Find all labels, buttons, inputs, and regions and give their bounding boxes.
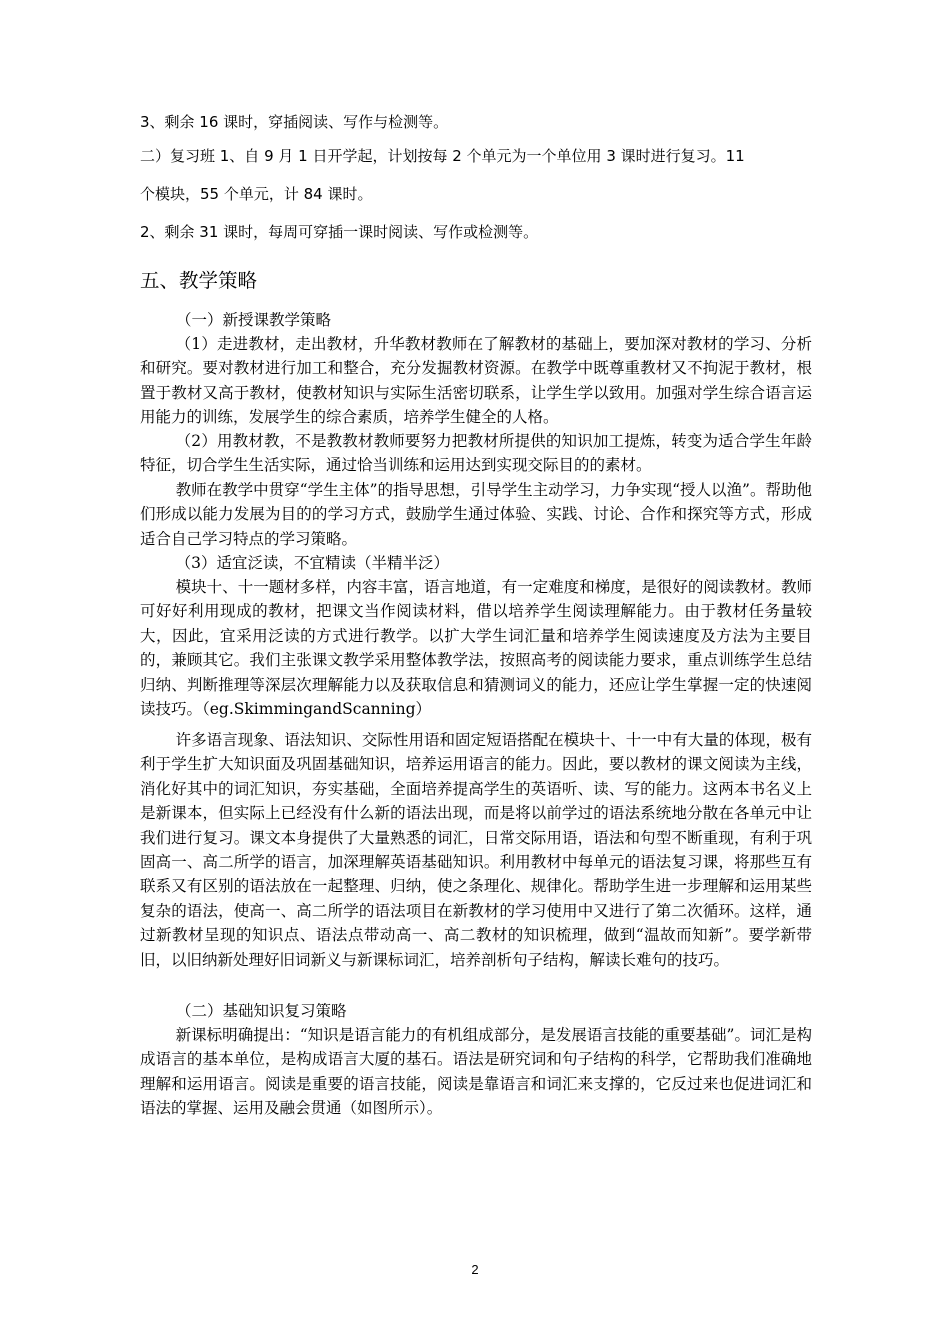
page-number: 2 [471, 1262, 479, 1277]
subsection-1-paragraph-6: 许多语言现象、语法知识、交际性用语和固定短语搭配在模块十、十一中有大量的体现，极有利于学生扩大知识面及巩固基础知识，培养运用语言的能力。因此，要以教材的课文阅读为主线，消化好其中的词汇知识，夯实基础，全面培养提高学生的英语听、读、写的能力。这两本书名义上是新课本，但实际上已经没有什么新的语法出现，而是将以前学过的语法系统地分散在各单元中让我们进行复习。课文本身提供了大量熟悉的词汇，日常交际用语，语法和句型不断重现，有利于巩固高一、高二所学的语言，加深理解英语基础知识。利用教材中每单元的语法复习课，将那些互有联系又有区别的语法放在一起整理、归纳，使之条理化、规律化。帮助学生进一步理解和运用某些复杂的语法，使高一、高二所学的语法项目在新教材的学习使用中又进行了第二次循环。这样，通过新教材呈现的知识点、语法点带动高一、高二教材的知识梳理，做到“温故而知新”。要学新带旧，以旧纳新处理好旧词新义与新课标词汇，培养剖析句子结构，解读长难句的技巧。 [140, 731, 812, 969]
subsection-2-title: （二）基础知识复习策略 [176, 1002, 347, 1020]
intro-line-3: 个模块，55 个单元，计 84 课时。 [140, 185, 373, 203]
intro-line-1: 3、剩余 16 课时，穿插阅读、写作与检测等。 [140, 113, 449, 131]
intro-line-4: 2、剩余 31 课时，每周可穿插一课时阅读、写作或检测等。 [140, 223, 539, 241]
subsection-2-paragraph-1: 新课标明确提出：“知识是语言能力的有机组成部分，是发展语言技能的重要基础”。词汇是构成语言的基本单位，是构成语言大厦的基石。语法是研究词和句子结构的科学，它帮助我们准确地理解和运用语言。阅读是重要的语言技能，阅读是靠语言和词汇来支撑的，它反过来也促进词汇和语法的掌握、运用及融会贯通（如图所示）。 [140, 1026, 812, 1118]
intro-line-2: 二）复习班 1、自 9 月 1 日开学起，计划按每 2 个单元为一个单位用 3 课时进行复习。11 [140, 147, 745, 165]
subsection-1-paragraph-4: （3）适宜泛读，不宜精读（半精半泛） [175, 554, 450, 572]
subsection-1-paragraph-5: 模块十、十一题材多样，内容丰富，语言地道，有一定难度和梯度，是很好的阅读教材。教师可好好利用现成的教材，把课文当作阅读材料，借以培养学生阅读理解能力。由于教材任务量较大，因此，宜采用泛读的方式进行教学。以扩大学生词汇量和培养学生阅读速度及方法为主要目的，兼顾其它。我们主张课文教学采用整体教学法，按照高考的阅读能力要求，重点训练学生总结归纳、判断推理等深层次理解能力以及获取信息和猜测词义的能力，还应让学生掌握一定的快速阅读技巧。（eg.SkimmingandScanning） [140, 578, 812, 719]
subsection-1-paragraph-2: （2）用教材教，不是教教材教师要努力把教材所提供的知识加工提炼，转变为适合学生年龄特征，切合学生生活实际，通过恰当训练和运用达到实现交际目的的素材。 [140, 432, 812, 475]
subsection-1-paragraph-1: （1）走进教材，走出教材，升华教材教师在了解教材的基础上，要加深对教材的学习、分析和研究。要对教材进行加工和整合，充分发掘教材资源。在教学中既尊重教材又不拘泥于教材，根置于教材又高于教材，使教材知识与实际生活密切联系，让学生学以致用。加强对学生综合语言运用能力的训练，发展学生的综合素质，培养学生健全的人格。 [140, 335, 812, 427]
section-title: 五、教学策略 [140, 269, 258, 292]
subsection-1-title: （一）新授课教学策略 [176, 311, 332, 329]
subsection-1-paragraph-3: 教师在教学中贯穿“学生主体”的指导思想，引导学生主动学习，力争实现“授人以渔”。帮助他们形成以能力发展为目的的学习方式，鼓励学生通过体验、实践、讨论、合作和探究等方式，形成适合自己学习特点的学习策略。 [140, 481, 812, 548]
